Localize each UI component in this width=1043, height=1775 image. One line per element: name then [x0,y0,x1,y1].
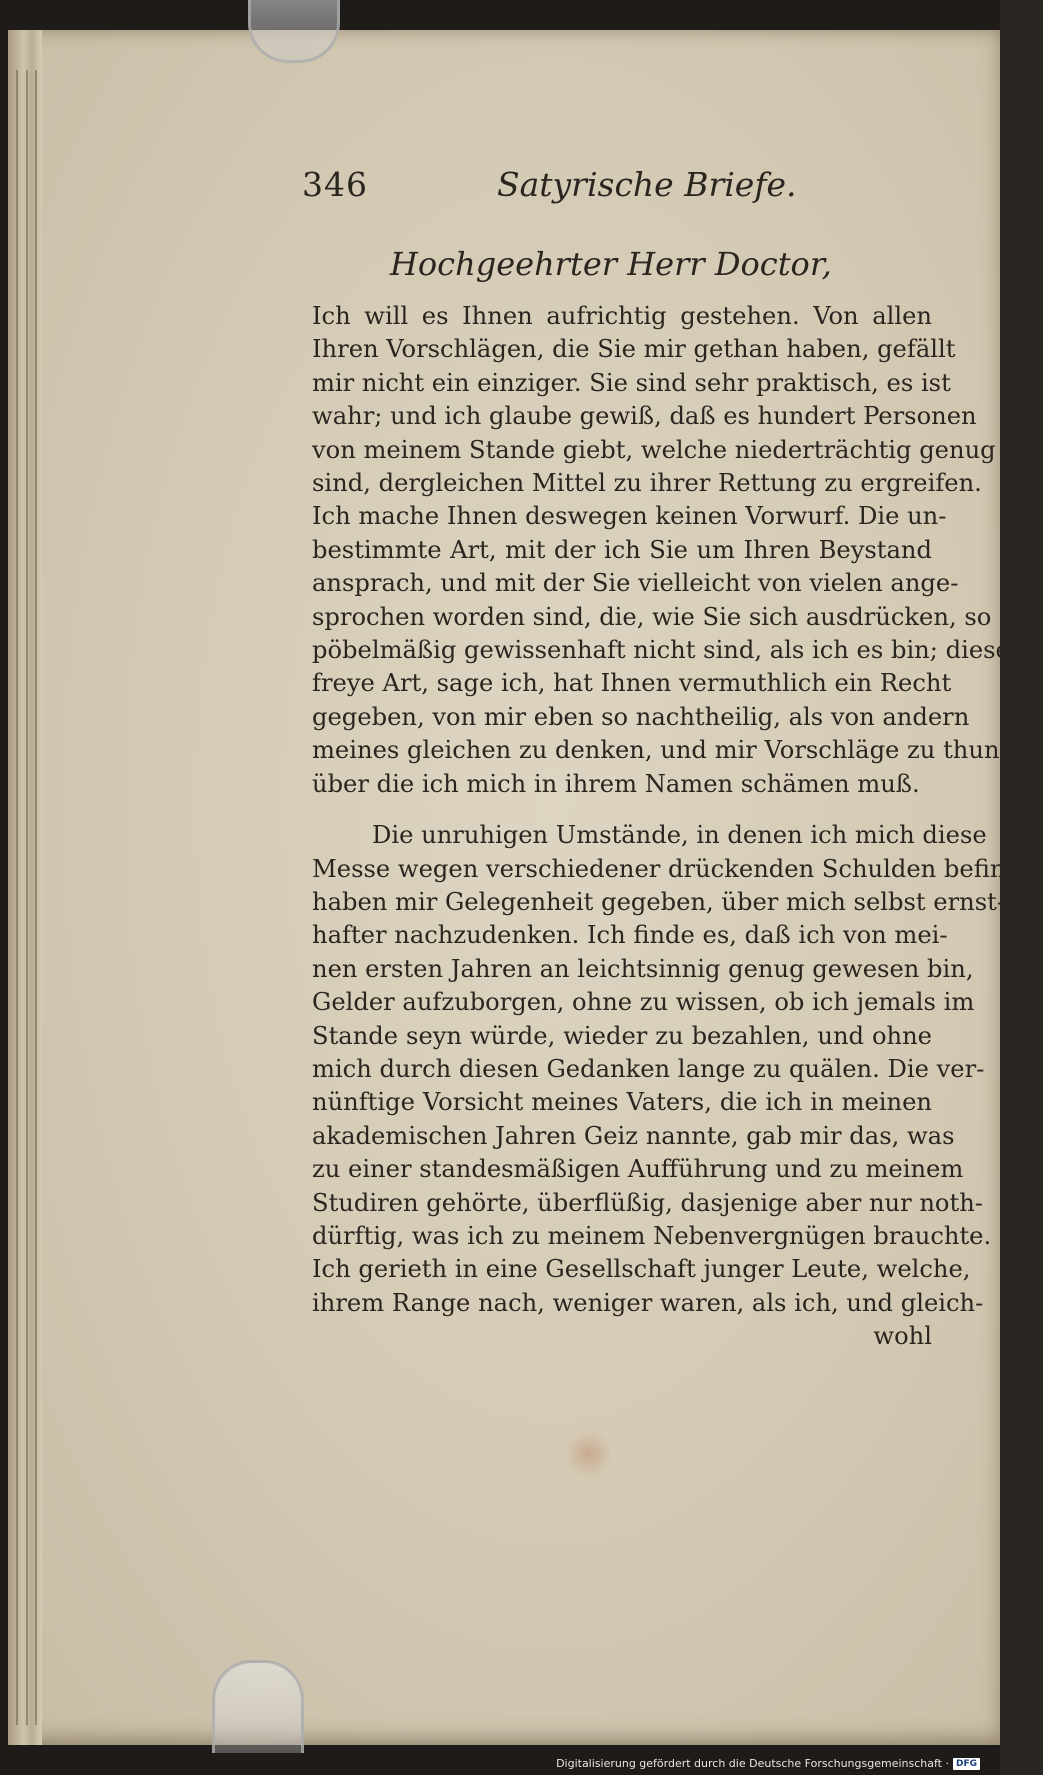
text-line: mir nicht ein einziger. Sie sind sehr praktisch, es ist [312,368,951,397]
text-line: Studiren gehörte, überflüßig, dasjenige aber nur noth- [312,1188,983,1217]
text-line: Die unruhigen Umstände, in denen ich mich diese [372,821,987,850]
text-line: von meinem Stande giebt, welche niederträchtig genug [312,435,996,464]
text-line: sprochen worden sind, die, wie Sie sich ausdrücken, so [312,602,992,631]
text-line: zu einer standesmäßigen Aufführung und zu meinem [312,1155,964,1184]
text-line: pöbelmäßig gewissenhaft nicht sind, als ich es bin; diese [312,636,1010,665]
text-line: haben mir Gelegenheit gegeben, über mich selbst ernst- [312,887,1006,916]
page-clip-bottom [212,1660,304,1753]
text-line: ihrem Range nach, weniger waren, als ich, und gleich- [312,1288,984,1317]
spine-edge-line [26,70,28,1725]
text-line: Ihren Vorschlägen, die Sie mir gethan haben, gefällt [312,335,956,364]
running-title: Satyrische Briefe. [497,165,797,204]
text-line: Messe wegen verschiedener drückenden Schulden befinde, [312,854,1043,883]
letter-body [312,300,1043,1354]
page-number: 346 [302,165,368,204]
paragraph [312,300,1010,801]
page-header [302,155,797,215]
credit-text: Digitalisierung gefördert durch die Deutsche Forschungsgemeinschaft · [556,1757,949,1770]
text-line: wahr; und ich glaube gewiß, daß es hundert Personen [312,402,977,431]
text-line: Ich will es Ihnen aufrichtig gestehen. Von allen [312,302,932,330]
catchword: wohl [873,1322,932,1351]
text-line: akademischen Jahren Geiz nannte, gab mir das, was [312,1121,955,1150]
text-line: meines gleichen zu denken, und mir Vorschläge zu thun, [312,736,1008,765]
dfg-logo: DFG [953,1758,980,1770]
text-line: nen ersten Jahren an leichtsinnig genug gewesen bin, [312,954,974,983]
spine-edge-line [35,70,37,1725]
text-line: hafter nachzudenken. Ich finde es, daß ich von mei- [312,921,948,950]
book-spine [8,30,42,1745]
digitization-credit [556,1757,980,1770]
text-line: mich durch diesen Gedanken lange zu quälen. Die ver- [312,1054,985,1083]
text-line: freye Art, sage ich, hat Ihnen vermuthlich ein Recht [312,669,952,698]
text-line: Ich mache Ihnen deswegen keinen Vorwurf. Die un- [312,502,947,531]
text-line: bestimmte Art, mit der ich Sie um Ihren Beystand [312,535,932,564]
text-line: Ich gerieth in eine Gesellschaft junger Leute, welche, [312,1255,971,1284]
text-line: dürftig, was ich zu meinem Nebenvergnügen brauchte. [312,1221,992,1250]
text-line: nünftige Vorsicht meines Vaters, die ich in meinen [312,1088,932,1117]
paper-stain [565,1430,613,1478]
paragraph [312,819,1043,1354]
text-line: sind, dergleichen Mittel zu ihrer Rettung zu ergreifen. [312,469,982,498]
text-line: Stande seyn würde, wieder zu bezahlen, und ohne [312,1021,932,1050]
spine-edge-line [16,70,18,1725]
letter-salutation: Hochgeehrter Herr Doctor, [390,245,832,283]
text-line: gegeben, von mir eben so nachtheilig, als von andern [312,702,970,731]
text-line: über die ich mich in ihrem Namen schämen muß. [312,769,920,798]
text-line: ansprach, und mit der Sie vielleicht von vielen ange- [312,569,959,598]
text-line: Gelder aufzuborgen, ohne zu wissen, ob ich jemals im [312,988,975,1017]
paragraph-gap [312,801,932,819]
